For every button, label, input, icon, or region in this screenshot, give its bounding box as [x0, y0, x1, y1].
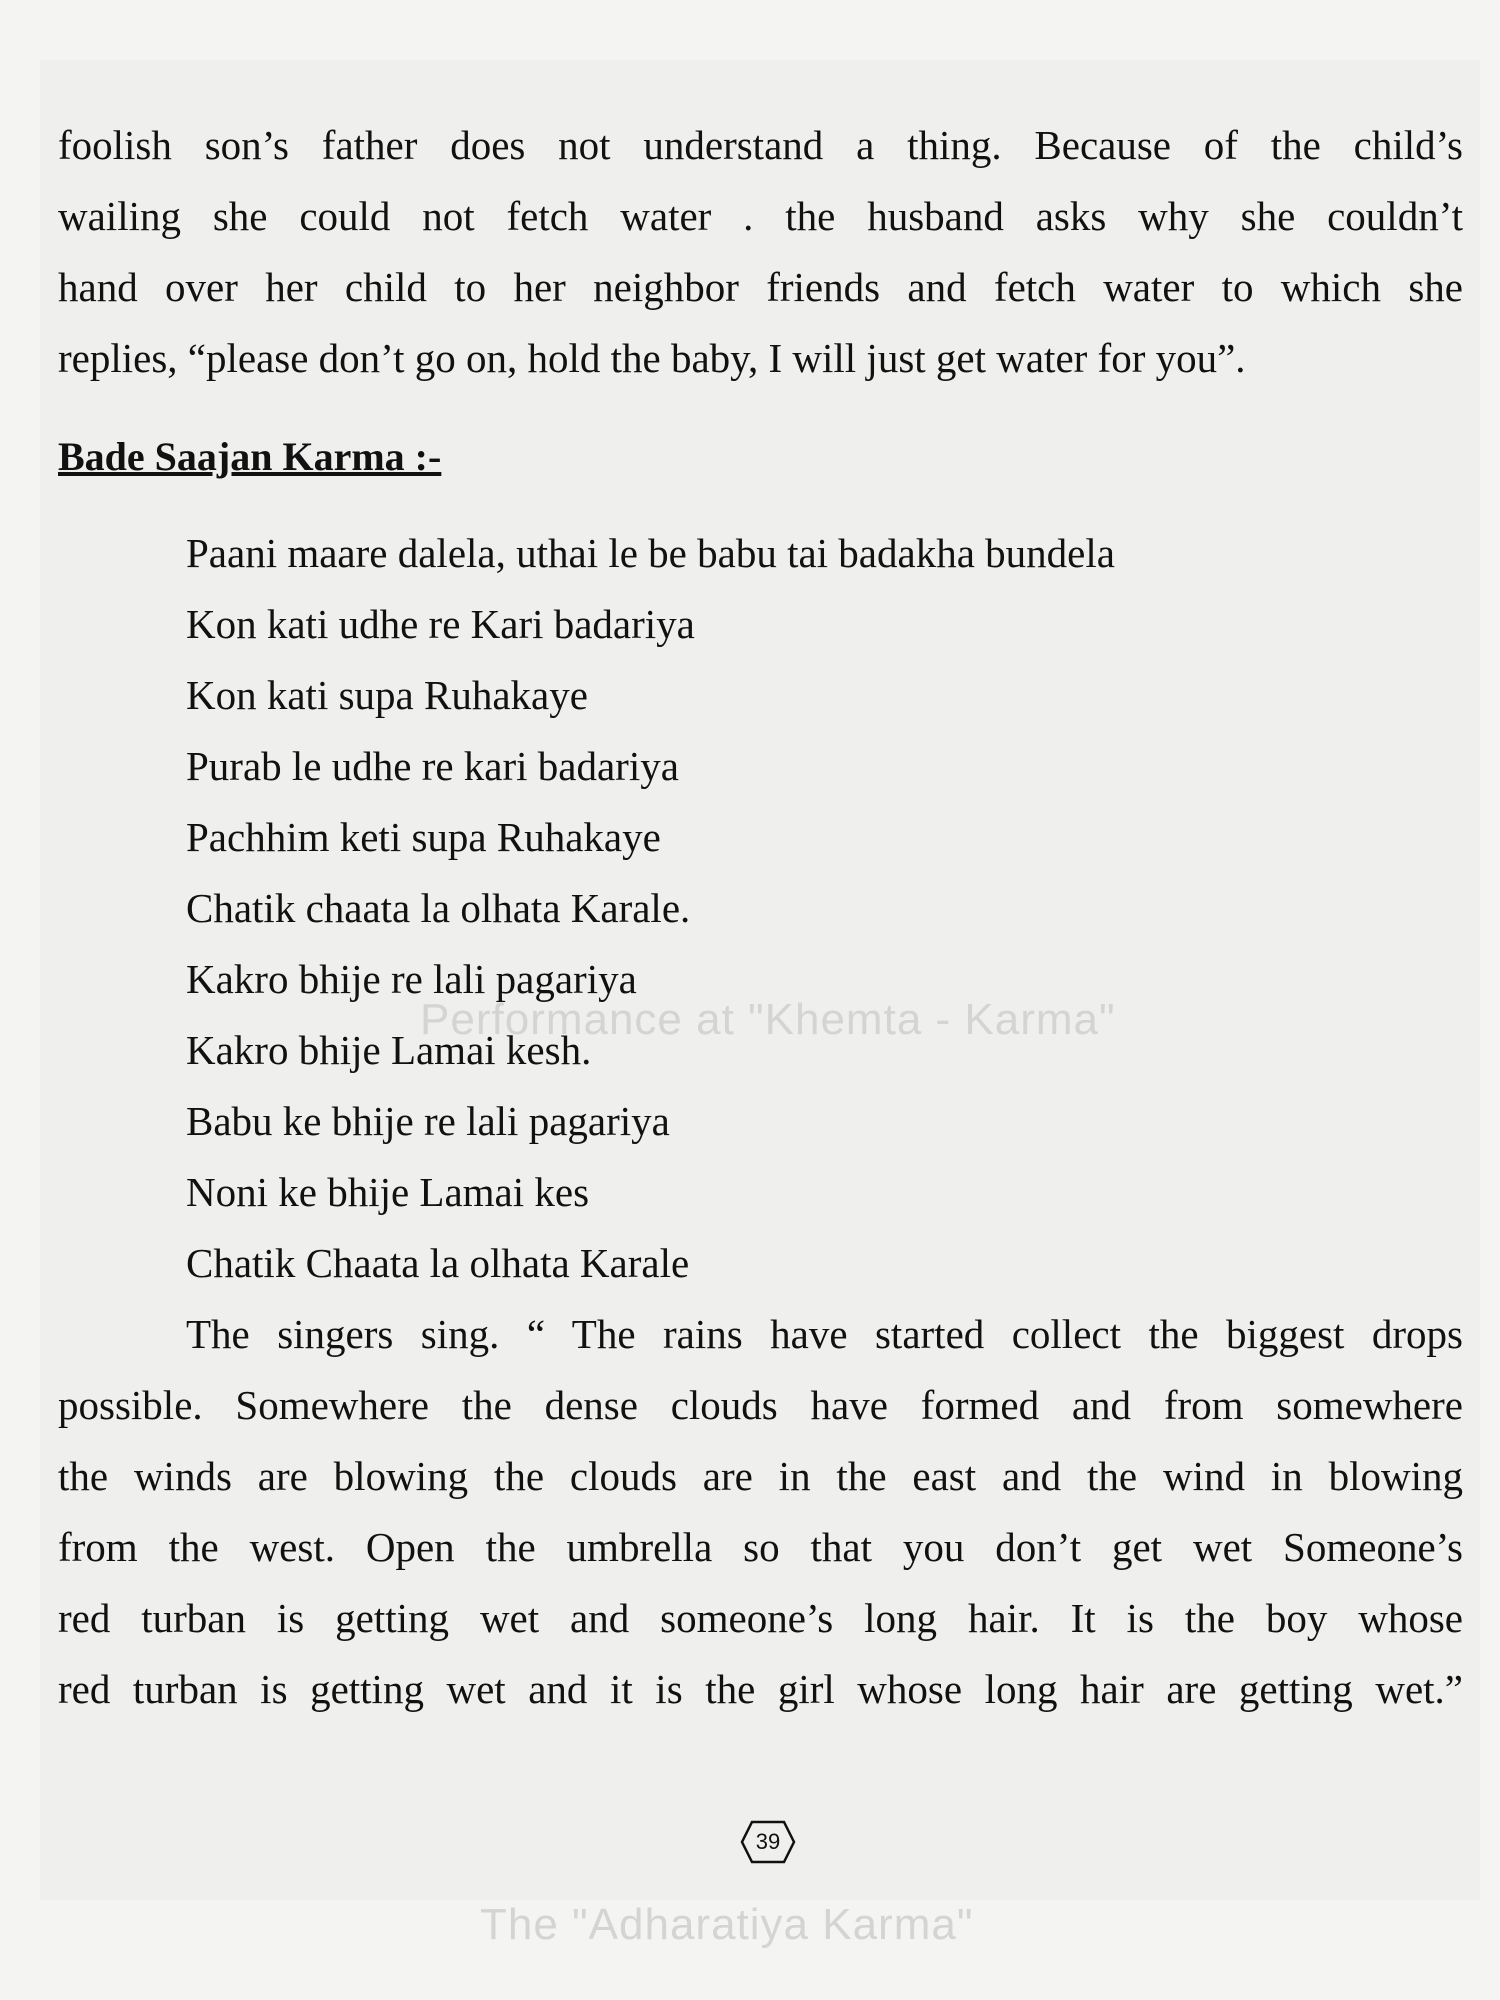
page-number: 39 [755, 1829, 781, 1854]
verse-line: Purab le udhe re kari badariya [186, 743, 679, 789]
paragraph-1-line: replies, “please don’t go on, hold the baby, I will just get water for you”. [58, 335, 1246, 381]
verse-line: Pachhim keti supa Ruhakaye [186, 814, 661, 860]
paragraph-2-line: possible. Somewhere the dense clouds have formed and from somewhere [58, 1382, 1463, 1428]
verse-line: Paani maare dalela, uthai le be babu tai badakha bundela [186, 530, 1115, 576]
verse-line: Kakro bhije re lali pagariya [186, 956, 637, 1002]
verse-line: Kon kati udhe re Kari badariya [186, 601, 695, 647]
bleed-through-caption: Performance at "Khemta - Karma" [420, 995, 1116, 1044]
verse-line: Kon kati supa Ruhakaye [186, 672, 588, 718]
paragraph-1-line: foolish son’s father does not understand a thing. Because of the child’s [58, 122, 1463, 168]
paragraph-2-line: from the west. Open the umbrella so that you don’t get wet Someone’s [58, 1524, 1463, 1570]
paragraph-2-line: red turban is getting wet and it is the girl whose long hair are getting wet.” [58, 1666, 1463, 1712]
verse-line: Babu ke bhije re lali pagariya [186, 1098, 670, 1144]
paragraph-2-line: red turban is getting wet and someone’s long hair. It is the boy whose [58, 1595, 1463, 1641]
verse-line: Chatik chaata la olhata Karale. [186, 885, 691, 931]
paragraph-2 [58, 1299, 1463, 1725]
page-content [58, 110, 1463, 1725]
paragraph-2-line: the winds are blowing the clouds are in the east and the wind in blowing [58, 1453, 1463, 1499]
paragraph-2-line: The singers sing. “ The rains have started collect the biggest drops [186, 1311, 1463, 1357]
paragraph-1-line: hand over her child to her neighbor friends and fetch water to which she [58, 264, 1463, 310]
paragraph-1 [58, 110, 1463, 394]
page-number-badge [740, 1820, 796, 1864]
verse-line: Noni ke bhije Lamai kes [186, 1169, 590, 1215]
bleed-through-caption-bottom: The "Adharatiya Karma" [480, 1900, 974, 1949]
section-heading: Bade Saajan Karma :- [58, 434, 442, 479]
song-verse [186, 518, 1463, 1299]
verse-line: Chatik Chaata la olhata Karale [186, 1240, 690, 1286]
verse-line: Kakro bhije Lamai kesh. [186, 1027, 592, 1073]
paragraph-1-line: wailing she could not fetch water . the husband asks why she couldn’t [58, 193, 1463, 239]
